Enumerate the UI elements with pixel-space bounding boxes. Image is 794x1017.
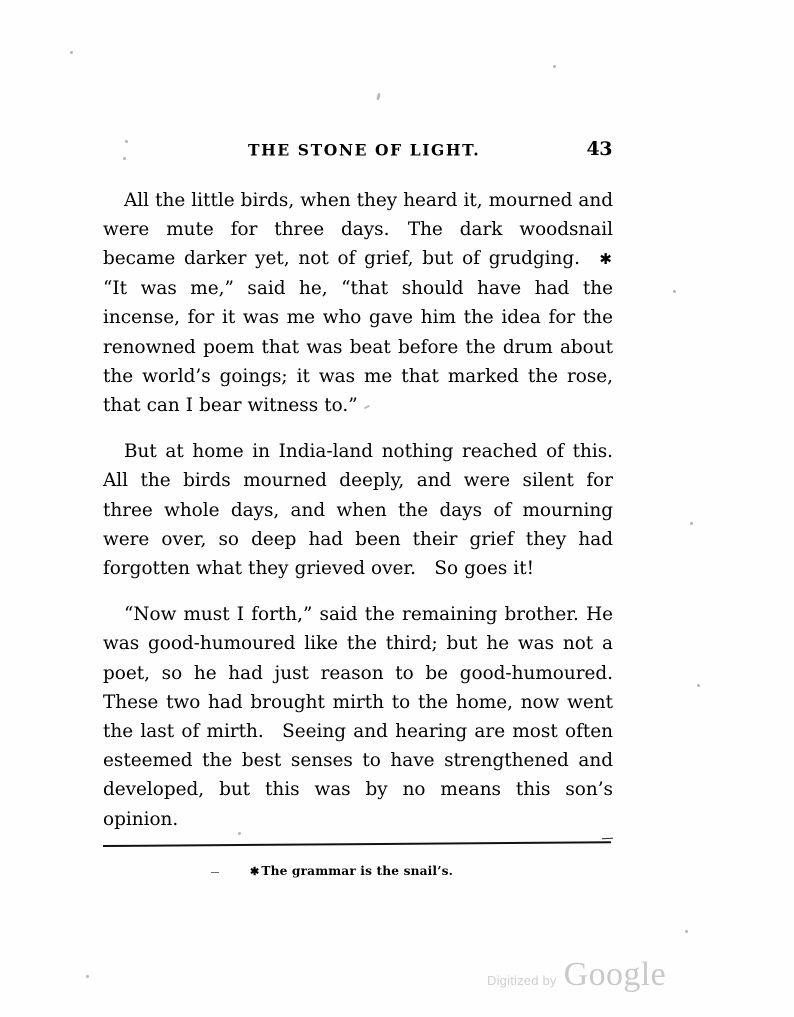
footnote-label: The grammar is the snail’s. bbox=[261, 864, 453, 878]
scan-speckle bbox=[70, 51, 73, 54]
scan-speckle bbox=[697, 684, 700, 687]
page-number: 43 bbox=[586, 138, 612, 160]
scan-speckle bbox=[86, 975, 89, 978]
footnote bbox=[103, 864, 613, 886]
paragraph-1 bbox=[103, 186, 613, 420]
paragraph-1-text-after-mark: “It was me,” said he, “that should have had the incense, for it was me who gave him the idea for the renowned poem that was beat before the drum about the world’s goings; it was me that marked the rose, that can I bear witness to.” bbox=[103, 278, 613, 416]
scan-speckle bbox=[376, 93, 381, 101]
paragraph-2: But at home in India-land nothing reached of this. All the birds mourned deeply, and were silent for three whole days, and when the days of mourning were over, so deep had been their grief they had forgotten what they grieved over. So goes it! bbox=[103, 441, 613, 579]
scan-speckle bbox=[690, 522, 693, 525]
footnote-reference-mark[interactable]: ✱ bbox=[599, 249, 612, 268]
rule-line bbox=[103, 841, 611, 846]
paragraph-3: “Now must I forth,” said the remaining brother. He was good-humoured like the third; but he was not a poet, so he had just reason to be good-humoured. These two had brought mirth to the home, now went the last of mirth. Seeing and hearing are most often esteemed the best senses to have strengthened and developed, but this was by no means this son’s opinion. bbox=[103, 604, 613, 830]
footnote-separator-rule bbox=[103, 845, 611, 848]
watermark-brand: Google bbox=[563, 956, 667, 993]
footnote-dash-artifact bbox=[211, 872, 219, 873]
digitized-by-google-watermark bbox=[487, 958, 666, 992]
paragraph-1-text-before-mark: All the little birds, when they heard it, mourned and were mute for three days. The dark woodsnail became darker yet, not of grief, but of grudging. bbox=[103, 190, 613, 270]
footnote-text bbox=[250, 864, 453, 878]
body-text-block bbox=[103, 186, 613, 834]
watermark-prefix: Digitized by bbox=[487, 973, 557, 988]
page-title: THE STONE OF LIGHT. bbox=[248, 140, 481, 160]
footnote-star-icon: ✱ bbox=[250, 864, 260, 878]
scan-speckle bbox=[673, 290, 676, 293]
scan-speckle bbox=[553, 65, 556, 68]
scan-speckle bbox=[685, 930, 688, 933]
running-head bbox=[103, 140, 612, 166]
rule-edge-artifact bbox=[602, 838, 613, 840]
